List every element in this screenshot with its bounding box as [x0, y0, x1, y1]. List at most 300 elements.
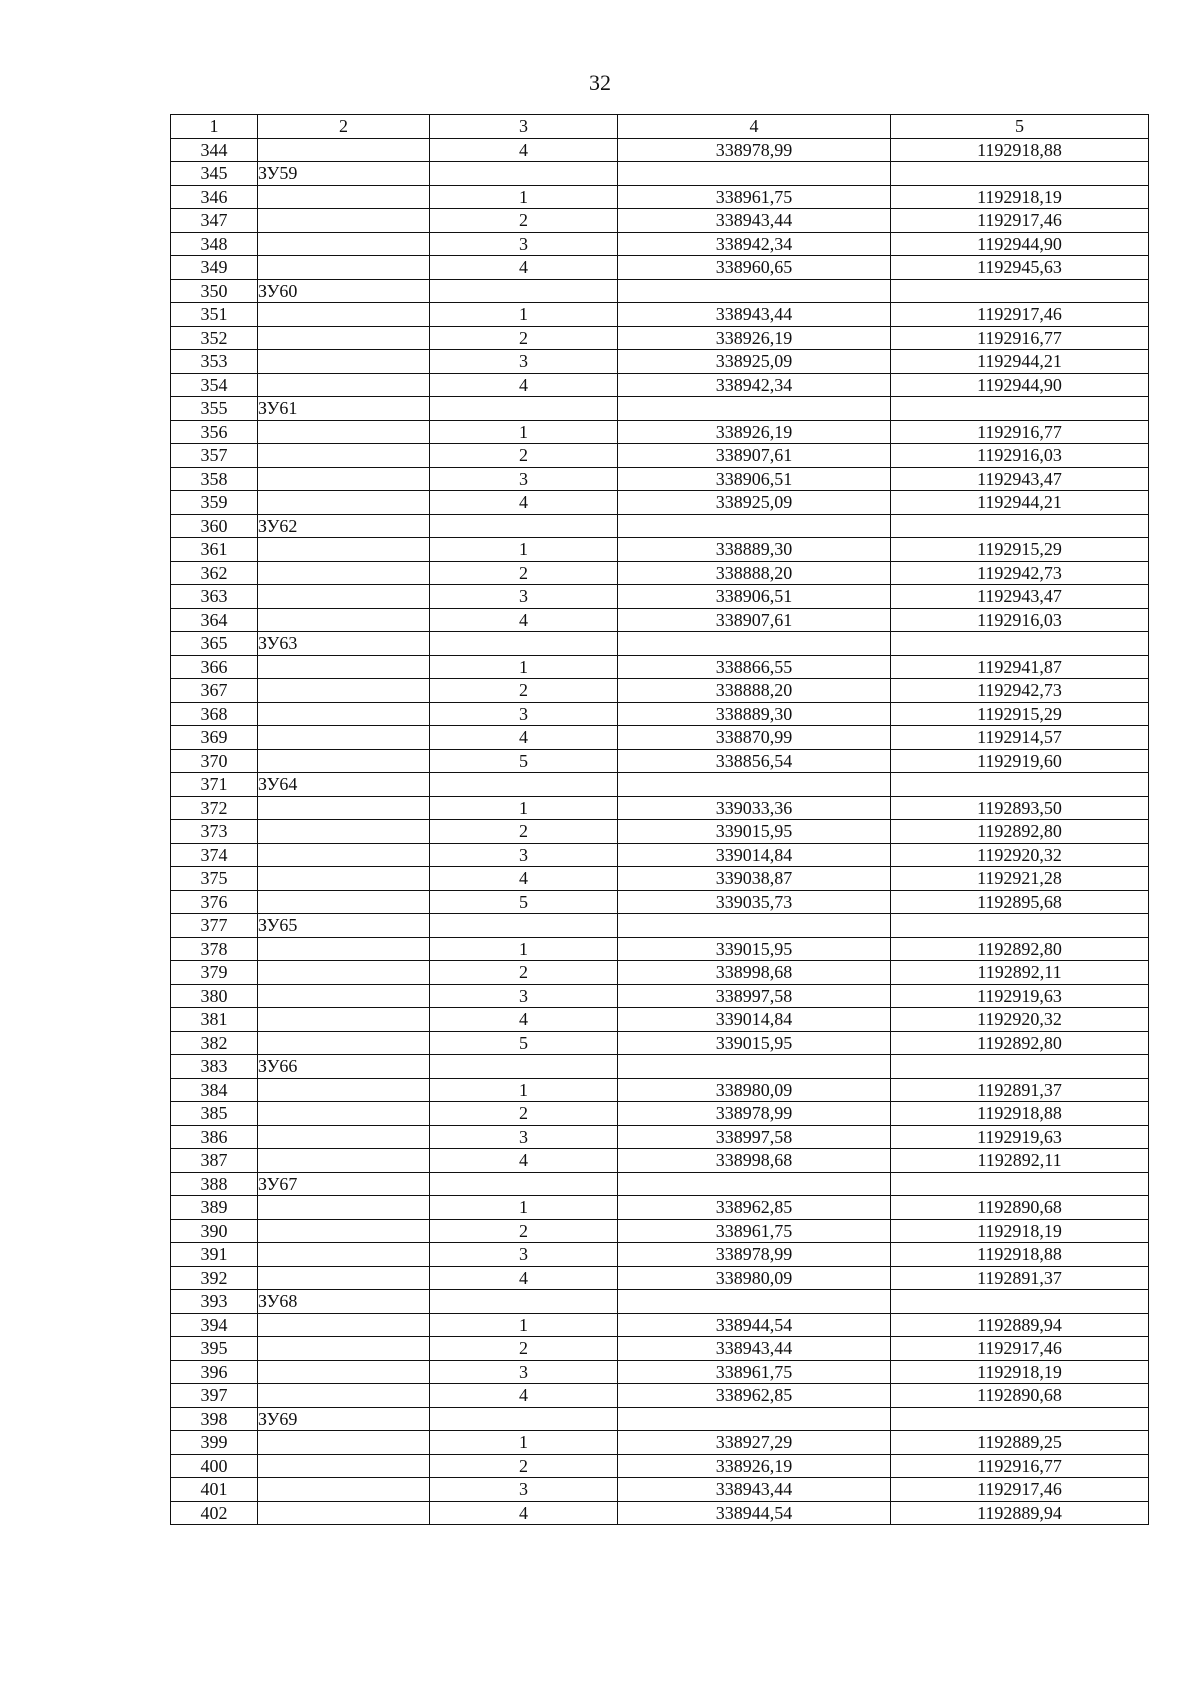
- parcel-label-cell: [258, 749, 430, 773]
- table-row: [171, 867, 1149, 891]
- x-coordinate-cell: 338960,65: [618, 256, 891, 280]
- y-coordinate-cell: [891, 632, 1149, 656]
- table-row: [171, 185, 1149, 209]
- point-number-cell: [430, 1172, 618, 1196]
- y-coordinate-cell: [891, 162, 1149, 186]
- y-coordinate-cell: 1192918,88: [891, 1243, 1149, 1267]
- y-coordinate-cell: 1192919,63: [891, 1125, 1149, 1149]
- y-coordinate-cell: [891, 397, 1149, 421]
- column-header-3: 3: [430, 115, 618, 139]
- x-coordinate-cell: [618, 773, 891, 797]
- parcel-label-cell: [258, 538, 430, 562]
- parcel-label-cell: [258, 585, 430, 609]
- parcel-label-cell: [258, 561, 430, 585]
- table-row: [171, 1478, 1149, 1502]
- point-number-cell: 1: [430, 1431, 618, 1455]
- x-coordinate-cell: [618, 1290, 891, 1314]
- table-row: [171, 256, 1149, 280]
- x-coordinate-cell: 338942,34: [618, 373, 891, 397]
- y-coordinate-cell: 1192895,68: [891, 890, 1149, 914]
- y-coordinate-cell: 1192917,46: [891, 1478, 1149, 1502]
- point-number-cell: 2: [430, 1219, 618, 1243]
- table-row: [171, 1172, 1149, 1196]
- x-coordinate-cell: 339014,84: [618, 1008, 891, 1032]
- table-row: [171, 773, 1149, 797]
- row-number-cell: 365: [171, 632, 258, 656]
- parcel-label-cell: [258, 1243, 430, 1267]
- y-coordinate-cell: 1192918,88: [891, 1102, 1149, 1126]
- table-row: [171, 585, 1149, 609]
- row-number-cell: 390: [171, 1219, 258, 1243]
- parcel-label-cell: ЗУ59: [258, 162, 430, 186]
- parcel-label-cell: ЗУ67: [258, 1172, 430, 1196]
- point-number-cell: 4: [430, 256, 618, 280]
- row-number-cell: 349: [171, 256, 258, 280]
- x-coordinate-cell: 338997,58: [618, 1125, 891, 1149]
- x-coordinate-cell: 338998,68: [618, 961, 891, 985]
- row-number-cell: 375: [171, 867, 258, 891]
- x-coordinate-cell: 339033,36: [618, 796, 891, 820]
- point-number-cell: 4: [430, 1149, 618, 1173]
- y-coordinate-cell: [891, 514, 1149, 538]
- row-number-cell: 346: [171, 185, 258, 209]
- point-number-cell: [430, 514, 618, 538]
- parcel-label-cell: [258, 796, 430, 820]
- y-coordinate-cell: 1192916,77: [891, 1454, 1149, 1478]
- point-number-cell: [430, 1407, 618, 1431]
- table-row: [171, 655, 1149, 679]
- row-number-cell: 348: [171, 232, 258, 256]
- y-coordinate-cell: 1192943,47: [891, 467, 1149, 491]
- table-row: [171, 444, 1149, 468]
- row-number-cell: 379: [171, 961, 258, 985]
- point-number-cell: [430, 914, 618, 938]
- x-coordinate-cell: 338978,99: [618, 1102, 891, 1126]
- x-coordinate-cell: [618, 162, 891, 186]
- x-coordinate-cell: 338943,44: [618, 1478, 891, 1502]
- y-coordinate-cell: 1192942,73: [891, 561, 1149, 585]
- parcel-label-cell: [258, 491, 430, 515]
- table-header-row: [171, 115, 1149, 139]
- x-coordinate-cell: 338942,34: [618, 232, 891, 256]
- point-number-cell: 2: [430, 961, 618, 985]
- column-header-2: 2: [258, 115, 430, 139]
- x-coordinate-cell: 338962,85: [618, 1196, 891, 1220]
- y-coordinate-cell: 1192918,19: [891, 1360, 1149, 1384]
- table-row: [171, 232, 1149, 256]
- x-coordinate-cell: 338906,51: [618, 467, 891, 491]
- table-row: [171, 1313, 1149, 1337]
- table-row: [171, 1149, 1149, 1173]
- row-number-cell: 382: [171, 1031, 258, 1055]
- y-coordinate-cell: [891, 279, 1149, 303]
- row-number-cell: 355: [171, 397, 258, 421]
- row-number-cell: 384: [171, 1078, 258, 1102]
- point-number-cell: 2: [430, 1102, 618, 1126]
- table-row: [171, 749, 1149, 773]
- point-number-cell: 3: [430, 843, 618, 867]
- x-coordinate-cell: [618, 1055, 891, 1079]
- point-number-cell: [430, 1055, 618, 1079]
- table-row: [171, 1501, 1149, 1525]
- table-row: [171, 702, 1149, 726]
- x-coordinate-cell: 339014,84: [618, 843, 891, 867]
- row-number-cell: 367: [171, 679, 258, 703]
- y-coordinate-cell: 1192889,94: [891, 1501, 1149, 1525]
- row-number-cell: 387: [171, 1149, 258, 1173]
- parcel-label-cell: [258, 1078, 430, 1102]
- x-coordinate-cell: 339015,95: [618, 820, 891, 844]
- parcel-label-cell: [258, 679, 430, 703]
- point-number-cell: 5: [430, 890, 618, 914]
- row-number-cell: 378: [171, 937, 258, 961]
- parcel-label-cell: ЗУ61: [258, 397, 430, 421]
- table-row: [171, 1008, 1149, 1032]
- table-row: [171, 1102, 1149, 1126]
- x-coordinate-cell: [618, 914, 891, 938]
- table-row: [171, 1454, 1149, 1478]
- point-number-cell: 4: [430, 608, 618, 632]
- table-row: [171, 608, 1149, 632]
- parcel-label-cell: [258, 1149, 430, 1173]
- y-coordinate-cell: 1192944,21: [891, 350, 1149, 374]
- x-coordinate-cell: 338925,09: [618, 491, 891, 515]
- point-number-cell: 1: [430, 538, 618, 562]
- x-coordinate-cell: 338962,85: [618, 1384, 891, 1408]
- table-row: [171, 209, 1149, 233]
- parcel-label-cell: [258, 1454, 430, 1478]
- x-coordinate-cell: 338888,20: [618, 679, 891, 703]
- table-row: [171, 679, 1149, 703]
- table-row: [171, 397, 1149, 421]
- y-coordinate-cell: 1192914,57: [891, 726, 1149, 750]
- table-row: [171, 1196, 1149, 1220]
- row-number-cell: 363: [171, 585, 258, 609]
- parcel-label-cell: ЗУ60: [258, 279, 430, 303]
- point-number-cell: 2: [430, 444, 618, 468]
- x-coordinate-cell: 338926,19: [618, 326, 891, 350]
- parcel-label-cell: [258, 1360, 430, 1384]
- point-number-cell: 1: [430, 1313, 618, 1337]
- point-number-cell: 2: [430, 1337, 618, 1361]
- table-row: [171, 1360, 1149, 1384]
- table-row: [171, 326, 1149, 350]
- parcel-label-cell: [258, 890, 430, 914]
- parcel-label-cell: ЗУ62: [258, 514, 430, 538]
- row-number-cell: 352: [171, 326, 258, 350]
- row-number-cell: 368: [171, 702, 258, 726]
- row-number-cell: 381: [171, 1008, 258, 1032]
- parcel-label-cell: [258, 1384, 430, 1408]
- y-coordinate-cell: 1192919,63: [891, 984, 1149, 1008]
- table-row: [171, 1431, 1149, 1455]
- row-number-cell: 357: [171, 444, 258, 468]
- x-coordinate-cell: 338856,54: [618, 749, 891, 773]
- table-row: [171, 914, 1149, 938]
- parcel-label-cell: [258, 420, 430, 444]
- table-row: [171, 820, 1149, 844]
- parcel-label-cell: [258, 1478, 430, 1502]
- point-number-cell: 4: [430, 726, 618, 750]
- parcel-label-cell: [258, 1431, 430, 1455]
- x-coordinate-cell: 339035,73: [618, 890, 891, 914]
- parcel-label-cell: [258, 1266, 430, 1290]
- x-coordinate-cell: 338889,30: [618, 538, 891, 562]
- y-coordinate-cell: 1192917,46: [891, 209, 1149, 233]
- y-coordinate-cell: 1192921,28: [891, 867, 1149, 891]
- parcel-label-cell: [258, 937, 430, 961]
- table-row: [171, 1219, 1149, 1243]
- row-number-cell: 383: [171, 1055, 258, 1079]
- y-coordinate-cell: 1192892,80: [891, 1031, 1149, 1055]
- parcel-label-cell: [258, 1313, 430, 1337]
- y-coordinate-cell: 1192917,46: [891, 303, 1149, 327]
- parcel-label-cell: ЗУ69: [258, 1407, 430, 1431]
- y-coordinate-cell: 1192918,19: [891, 185, 1149, 209]
- table-row: [171, 561, 1149, 585]
- y-coordinate-cell: 1192944,90: [891, 232, 1149, 256]
- x-coordinate-cell: 338944,54: [618, 1313, 891, 1337]
- parcel-label-cell: [258, 350, 430, 374]
- point-number-cell: 2: [430, 1454, 618, 1478]
- row-number-cell: 353: [171, 350, 258, 374]
- y-coordinate-cell: [891, 1290, 1149, 1314]
- row-number-cell: 374: [171, 843, 258, 867]
- table-row: [171, 796, 1149, 820]
- point-number-cell: 4: [430, 1501, 618, 1525]
- x-coordinate-cell: 338907,61: [618, 608, 891, 632]
- x-coordinate-cell: 339015,95: [618, 1031, 891, 1055]
- row-number-cell: 366: [171, 655, 258, 679]
- table-row: [171, 937, 1149, 961]
- y-coordinate-cell: 1192892,11: [891, 961, 1149, 985]
- table-row: [171, 303, 1149, 327]
- y-coordinate-cell: 1192942,73: [891, 679, 1149, 703]
- column-header-1: 1: [171, 115, 258, 139]
- parcel-label-cell: [258, 608, 430, 632]
- row-number-cell: 401: [171, 1478, 258, 1502]
- point-number-cell: 2: [430, 209, 618, 233]
- point-number-cell: 1: [430, 1078, 618, 1102]
- parcel-label-cell: [258, 820, 430, 844]
- row-number-cell: 347: [171, 209, 258, 233]
- table-row: [171, 1337, 1149, 1361]
- row-number-cell: 386: [171, 1125, 258, 1149]
- x-coordinate-cell: 338944,54: [618, 1501, 891, 1525]
- y-coordinate-cell: 1192890,68: [891, 1196, 1149, 1220]
- row-number-cell: 376: [171, 890, 258, 914]
- row-number-cell: 371: [171, 773, 258, 797]
- x-coordinate-cell: 338980,09: [618, 1078, 891, 1102]
- parcel-label-cell: [258, 373, 430, 397]
- row-number-cell: 395: [171, 1337, 258, 1361]
- table-row: [171, 890, 1149, 914]
- y-coordinate-cell: [891, 914, 1149, 938]
- parcel-label-cell: [258, 1102, 430, 1126]
- parcel-label-cell: [258, 961, 430, 985]
- row-number-cell: 354: [171, 373, 258, 397]
- y-coordinate-cell: [891, 1407, 1149, 1431]
- table-row: [171, 1055, 1149, 1079]
- point-number-cell: [430, 773, 618, 797]
- y-coordinate-cell: 1192944,90: [891, 373, 1149, 397]
- point-number-cell: 3: [430, 702, 618, 726]
- y-coordinate-cell: 1192916,03: [891, 608, 1149, 632]
- point-number-cell: [430, 279, 618, 303]
- parcel-label-cell: [258, 467, 430, 491]
- point-number-cell: 4: [430, 1008, 618, 1032]
- row-number-cell: 361: [171, 538, 258, 562]
- y-coordinate-cell: 1192945,63: [891, 256, 1149, 280]
- row-number-cell: 388: [171, 1172, 258, 1196]
- point-number-cell: 3: [430, 1125, 618, 1149]
- point-number-cell: 1: [430, 655, 618, 679]
- x-coordinate-cell: 338927,29: [618, 1431, 891, 1455]
- parcel-label-cell: ЗУ66: [258, 1055, 430, 1079]
- x-coordinate-cell: 338961,75: [618, 185, 891, 209]
- row-number-cell: 397: [171, 1384, 258, 1408]
- table-row: [171, 1078, 1149, 1102]
- parcel-label-cell: [258, 702, 430, 726]
- point-number-cell: [430, 397, 618, 421]
- y-coordinate-cell: 1192920,32: [891, 1008, 1149, 1032]
- table-row: [171, 1384, 1149, 1408]
- x-coordinate-cell: [618, 279, 891, 303]
- row-number-cell: 399: [171, 1431, 258, 1455]
- parcel-label-cell: [258, 1031, 430, 1055]
- point-number-cell: 1: [430, 185, 618, 209]
- y-coordinate-cell: 1192918,88: [891, 138, 1149, 162]
- parcel-label-cell: ЗУ64: [258, 773, 430, 797]
- parcel-label-cell: [258, 984, 430, 1008]
- x-coordinate-cell: 338943,44: [618, 209, 891, 233]
- x-coordinate-cell: 338907,61: [618, 444, 891, 468]
- x-coordinate-cell: 338906,51: [618, 585, 891, 609]
- point-number-cell: 4: [430, 867, 618, 891]
- x-coordinate-cell: 339038,87: [618, 867, 891, 891]
- point-number-cell: 3: [430, 232, 618, 256]
- row-number-cell: 394: [171, 1313, 258, 1337]
- table-row: [171, 1407, 1149, 1431]
- coordinates-table: [170, 114, 1149, 1525]
- point-number-cell: [430, 632, 618, 656]
- point-number-cell: 5: [430, 1031, 618, 1055]
- table-row: [171, 138, 1149, 162]
- table-row: [171, 373, 1149, 397]
- parcel-label-cell: [258, 1125, 430, 1149]
- table-row: [171, 961, 1149, 985]
- table-row: [171, 843, 1149, 867]
- parcel-label-cell: [258, 232, 430, 256]
- table-row: [171, 538, 1149, 562]
- table-row: [171, 420, 1149, 444]
- point-number-cell: 2: [430, 679, 618, 703]
- parcel-label-cell: [258, 138, 430, 162]
- x-coordinate-cell: [618, 632, 891, 656]
- row-number-cell: 377: [171, 914, 258, 938]
- row-number-cell: 392: [171, 1266, 258, 1290]
- y-coordinate-cell: [891, 773, 1149, 797]
- row-number-cell: 393: [171, 1290, 258, 1314]
- table-row: [171, 279, 1149, 303]
- point-number-cell: 2: [430, 326, 618, 350]
- page-number: 32: [589, 70, 611, 95]
- table-row: [171, 350, 1149, 374]
- y-coordinate-cell: 1192941,87: [891, 655, 1149, 679]
- x-coordinate-cell: 338961,75: [618, 1219, 891, 1243]
- x-coordinate-cell: 338961,75: [618, 1360, 891, 1384]
- row-number-cell: 402: [171, 1501, 258, 1525]
- point-number-cell: [430, 162, 618, 186]
- table-row: [171, 514, 1149, 538]
- y-coordinate-cell: 1192892,80: [891, 820, 1149, 844]
- table-row: [171, 1290, 1149, 1314]
- y-coordinate-cell: 1192943,47: [891, 585, 1149, 609]
- y-coordinate-cell: 1192916,77: [891, 326, 1149, 350]
- parcel-label-cell: [258, 1219, 430, 1243]
- point-number-cell: 4: [430, 373, 618, 397]
- x-coordinate-cell: 338888,20: [618, 561, 891, 585]
- point-number-cell: 3: [430, 984, 618, 1008]
- row-number-cell: 396: [171, 1360, 258, 1384]
- point-number-cell: 4: [430, 1266, 618, 1290]
- table-row: [171, 1031, 1149, 1055]
- row-number-cell: 369: [171, 726, 258, 750]
- table-row: [171, 162, 1149, 186]
- x-coordinate-cell: 338980,09: [618, 1266, 891, 1290]
- point-number-cell: 4: [430, 1384, 618, 1408]
- parcel-label-cell: [258, 726, 430, 750]
- y-coordinate-cell: 1192944,21: [891, 491, 1149, 515]
- coordinates-table-body: [171, 115, 1149, 1525]
- parcel-label-cell: [258, 1501, 430, 1525]
- x-coordinate-cell: 338925,09: [618, 350, 891, 374]
- y-coordinate-cell: 1192916,03: [891, 444, 1149, 468]
- x-coordinate-cell: 338943,44: [618, 1337, 891, 1361]
- point-number-cell: 2: [430, 561, 618, 585]
- y-coordinate-cell: 1192915,29: [891, 702, 1149, 726]
- x-coordinate-cell: 338978,99: [618, 138, 891, 162]
- y-coordinate-cell: 1192891,37: [891, 1078, 1149, 1102]
- y-coordinate-cell: [891, 1055, 1149, 1079]
- point-number-cell: 3: [430, 585, 618, 609]
- y-coordinate-cell: 1192916,77: [891, 420, 1149, 444]
- x-coordinate-cell: 338926,19: [618, 420, 891, 444]
- x-coordinate-cell: 338889,30: [618, 702, 891, 726]
- parcel-label-cell: [258, 185, 430, 209]
- row-number-cell: 356: [171, 420, 258, 444]
- row-number-cell: 400: [171, 1454, 258, 1478]
- parcel-label-cell: ЗУ63: [258, 632, 430, 656]
- row-number-cell: 360: [171, 514, 258, 538]
- y-coordinate-cell: 1192920,32: [891, 843, 1149, 867]
- x-coordinate-cell: 339015,95: [618, 937, 891, 961]
- table-row: [171, 491, 1149, 515]
- row-number-cell: 398: [171, 1407, 258, 1431]
- y-coordinate-cell: 1192918,19: [891, 1219, 1149, 1243]
- y-coordinate-cell: 1192915,29: [891, 538, 1149, 562]
- row-number-cell: 389: [171, 1196, 258, 1220]
- parcel-label-cell: [258, 303, 430, 327]
- y-coordinate-cell: [891, 1172, 1149, 1196]
- row-number-cell: 373: [171, 820, 258, 844]
- table-row: [171, 726, 1149, 750]
- point-number-cell: 4: [430, 491, 618, 515]
- point-number-cell: 5: [430, 749, 618, 773]
- y-coordinate-cell: 1192890,68: [891, 1384, 1149, 1408]
- row-number-cell: 364: [171, 608, 258, 632]
- point-number-cell: [430, 1290, 618, 1314]
